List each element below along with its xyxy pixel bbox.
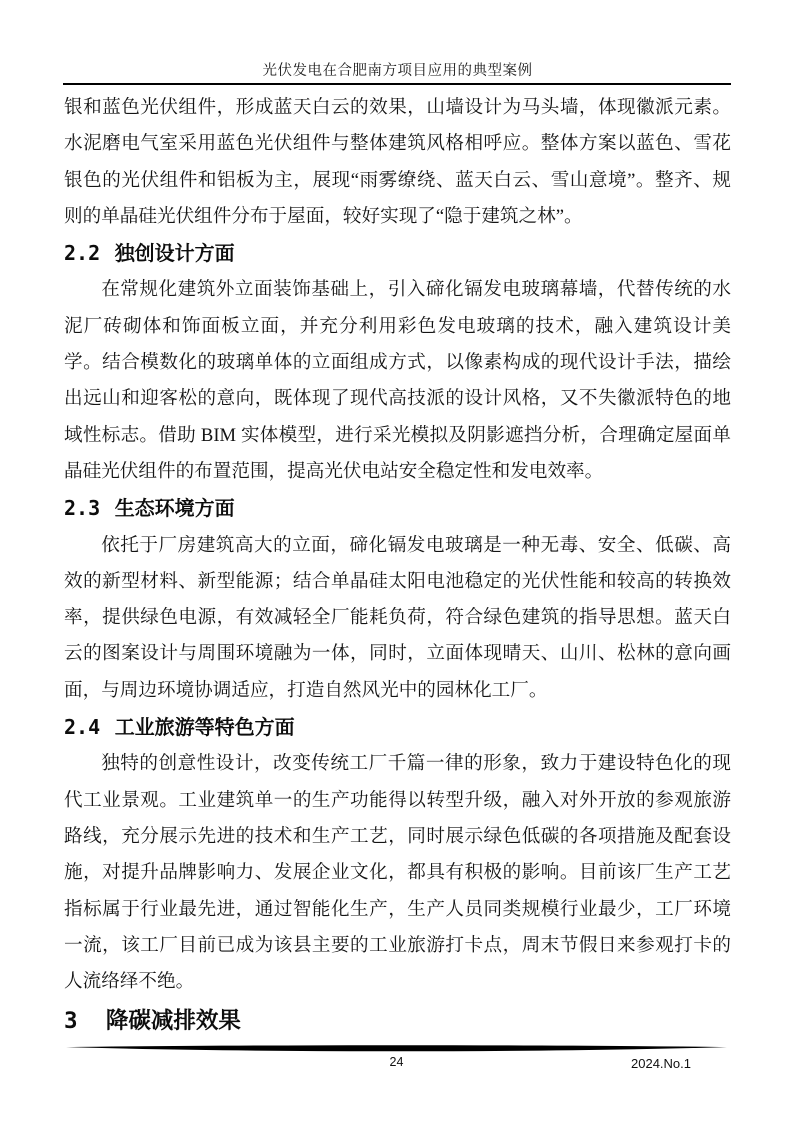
intro-paragraph: 银和蓝色光伏组件，形成蓝天白云的效果，山墙设计为马头墙，体现徽派元素。水泥磨电气室采用蓝色光伏组件与整体建筑风格相呼应。整体方案以蓝色、雪花银色的光伏组件和铝板为主，展现“雨雾缭绕、蓝天白云、雪山意境”。整齐、规则的单晶硅光伏组件分布于屋面，较好实现了“隐于建筑之林”。: [64, 97, 731, 227]
section-number: 2.4: [64, 715, 101, 740]
header-rule: [63, 83, 731, 85]
section-number: 2.2: [64, 241, 101, 266]
chapter-heading-3: [64, 1002, 731, 1040]
page-number: 24: [389, 1055, 404, 1069]
running-title: 光伏发电在合肥南方项目应用的典型案例: [262, 63, 533, 79]
section-heading-2-3: [64, 490, 731, 527]
section-label: 生态环境方面: [114, 498, 235, 521]
issue-label: 2024.No.1: [631, 1056, 691, 1071]
section-paragraph-2-3: 依托于厂房建筑高大的立面，碲化镉发电玻璃是一种无毒、安全、低碳、高效的新型材料、新型能源；结合单晶硅太阳电池稳定的光伏性能和较高的转换效率，提供绿色电源，有效减轻全厂能耗负荷，符合绿色建筑的指导思想。蓝天白云的图案设计与周围环境融为一体，同时，立面体现晴天、山川、松林的意向画面，与周边环境协调适应，打造自然风光中的园林化工厂。: [64, 534, 731, 701]
section-label: 独创设计方面: [114, 243, 235, 266]
section-heading-2-2: [64, 235, 731, 272]
section-number: 2.3: [64, 496, 101, 521]
page-content: [64, 90, 731, 1040]
chapter-title: 降碳减排效果: [105, 1008, 241, 1034]
footer-divider-bar: [66, 1044, 727, 1053]
section-paragraph-2-4: 独特的创意性设计，改变传统工厂千篇一律的形象，致力于建设特色化的现代工业景观。工业建筑单一的生产功能得以转型升级，融入对外开放的参观旅游路线，充分展示先进的技术和生产工艺，同时展示绿色低碳的各项措施及配套设施，对提升品牌影响力、发展企业文化，都具有积极的影响。目前该厂生产工艺指标属于行业最先进，通过智能化生产，生产人员同类规模行业最少，工厂环境一流，该工厂目前已成为该县主要的工业旅游打卡点，周末节假日来参观打卡的人流络绎不绝。: [64, 753, 731, 993]
section-paragraph-2-2: 在常规化建筑外立面装饰基础上，引入碲化镉发电玻璃幕墙，代替传统的水泥厂砖砌体和饰面板立面，并充分利用彩色发电玻璃的技术，融入建筑设计美学。结合模数化的玻璃单体的立面组成方式，以像素构成的现代设计手法，描绘出远山和迎客松的意向，既体现了现代高技派的设计风格，又不失徽派特色的地域性标志。借助 BIM 实体模型，进行采光模拟及阴影遮挡分析，合理确定屋面单晶硅光伏组件的布置范围，提高光伏电站安全稳定性和发电效率。: [64, 279, 731, 482]
chapter-number: 3: [64, 1008, 78, 1035]
section-label: 工业旅游等特色方面: [114, 717, 295, 740]
section-heading-2-4: [64, 709, 731, 746]
